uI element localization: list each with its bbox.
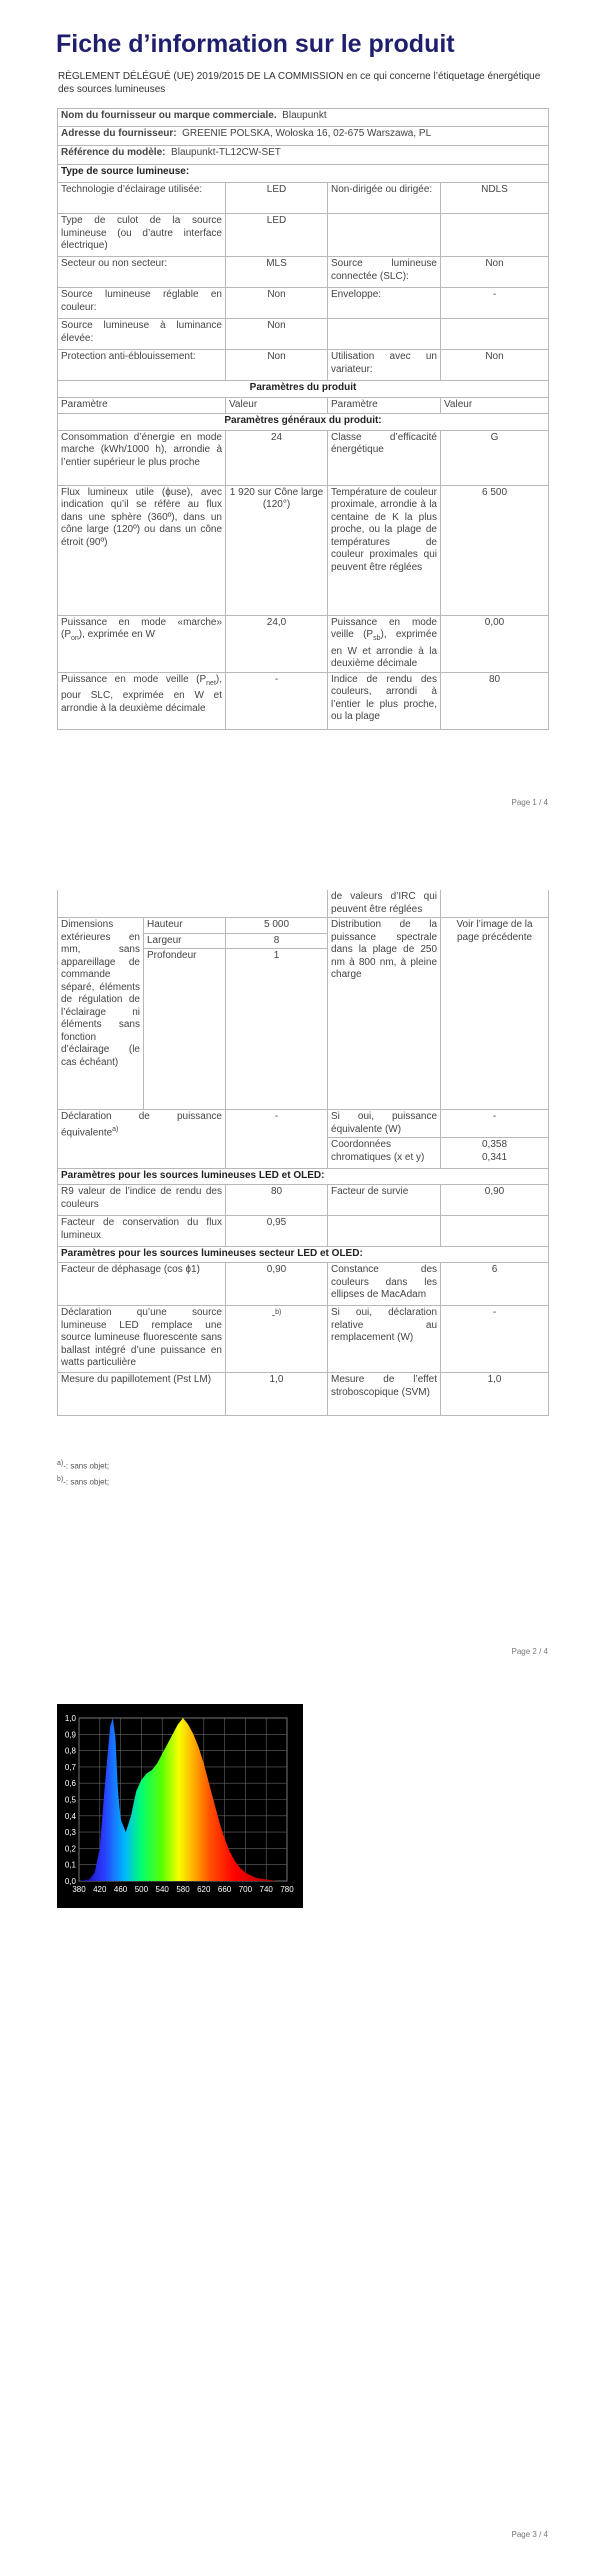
replacement-value: -$^{b)}$: [226, 1306, 328, 1373]
if-yes-value: -: [441, 1110, 549, 1138]
y-tick-label: 0,6: [64, 1779, 76, 1789]
address-label: Adresse du fournisseur:: [61, 128, 177, 139]
replacement-if-label: Si oui, déclaration relative au remplacement (W): [328, 1306, 441, 1373]
cri-value: 80: [441, 672, 549, 729]
spectral-chart: [57, 1704, 303, 1908]
type-value: [441, 319, 549, 350]
model-row: [58, 146, 549, 165]
type-value: LED: [226, 214, 328, 257]
type-value: Non: [441, 257, 549, 288]
survival-label: Facteur de survie: [328, 1185, 441, 1216]
params-header: Paramètres du produit: [58, 381, 549, 398]
flux-row: [58, 485, 549, 615]
cct-label: Température de couleur proximale, arrondie à la centaine de K la plus proche, ou la plage de températures de couleur proximales qui peuvent être réglées: [328, 485, 441, 615]
y-tick-label: 0,0: [64, 1877, 76, 1886]
dimensions-label: Dimensions extérieures en mm, sans appareillage de commande séparé, éléments de régulation de l’éclairage ni éléments sans fonction d’éclairage (le cas échéant): [58, 918, 144, 1110]
x-tick-label: 780: [280, 1885, 294, 1894]
type-label: Technologie d’éclairage utilisée:: [58, 183, 226, 214]
page-number: Page 1 / 4: [511, 798, 548, 807]
product-info-table-continued: [57, 890, 549, 1416]
power-row: [58, 615, 549, 672]
flicker-value: 1,0: [226, 1373, 328, 1416]
supplier-value: Blaupunkt: [282, 110, 327, 121]
class-value: G: [441, 430, 549, 485]
x-tick-label: 380: [72, 1885, 86, 1894]
model-label: Référence du modèle:: [61, 147, 166, 158]
standby-value: 0,00: [441, 615, 549, 672]
led-header-row: [58, 1169, 549, 1185]
class-label: Classe d’efficacité énergétique: [328, 430, 441, 485]
equivalent-power-value: -: [226, 1110, 328, 1169]
page-3: [0, 1670, 603, 2560]
energy-row: [58, 430, 549, 485]
width-label: Largeur: [144, 933, 226, 949]
cri-label-continued: de valeurs d’IRC qui peuvent être réglées: [328, 890, 441, 918]
type-label: Secteur ou non secteur:: [58, 257, 226, 288]
x-tick-label: 700: [238, 1885, 253, 1894]
type-value: LED: [226, 183, 328, 214]
network-standby-row: [58, 672, 549, 729]
x-tick-label: 540: [155, 1885, 169, 1894]
x-tick-label: 740: [259, 1885, 273, 1894]
stroboscopic-value: 1,0: [441, 1373, 549, 1416]
x-tick-label: 460: [113, 1885, 128, 1894]
type-value: Non: [226, 288, 328, 319]
lumen-maintenance-row: [58, 1216, 549, 1247]
led-header: Paramètres pour les sources lumineuses LED et OLED:: [58, 1169, 549, 1185]
width-value: 8: [226, 933, 328, 949]
r9-value: 80: [226, 1185, 328, 1216]
power-factor-label: Facteur de déphasage (cos ɸ1): [58, 1263, 226, 1306]
model-value: Blaupunkt-TL12CW-SET: [171, 147, 281, 158]
power-factor-row: [58, 1263, 549, 1306]
power-on-value: 24,0: [226, 615, 328, 672]
equivalent-power-label: Déclaration de puissance équivalente$^{a)}$: [58, 1110, 226, 1169]
y-tick-label: 0,2: [64, 1844, 76, 1854]
type-row: [58, 319, 549, 350]
network-standby-label: Puissance en mode veille $(P_{net})$, pour SLC, exprimée en W et arrondie à la deuxième décimale: [58, 672, 226, 729]
chromaticity-label: Coordonnées chromatiques (x et y): [328, 1138, 441, 1169]
chromaticity-x: 0,358: [482, 1139, 508, 1150]
chromaticity-y: 0,341: [482, 1151, 508, 1163]
equivalent-power-row: [58, 1110, 549, 1138]
y-tick-label: 0,5: [64, 1795, 76, 1805]
cct-value: 6 500: [441, 485, 549, 615]
type-value: -: [441, 288, 549, 319]
type-value: Non: [226, 350, 328, 381]
x-tick-label: 500: [134, 1885, 149, 1894]
spectral-chart-svg: [57, 1704, 303, 1908]
depth-value: 1: [226, 949, 328, 1110]
supplier-label: Nom du fournisseur ou marque commerciale.: [61, 110, 277, 121]
chromaticity-value: [441, 1138, 549, 1169]
x-tick-label: 580: [176, 1885, 190, 1894]
replacement-row: [58, 1306, 549, 1373]
dimensions-row: [58, 918, 549, 934]
if-yes-label: Si oui, puissance équivalente (W): [328, 1110, 441, 1138]
type-label: Utilisation avec un variateur:: [328, 350, 441, 381]
power-factor-value: 0,90: [226, 1263, 328, 1306]
type-label: Enveloppe:: [328, 288, 441, 319]
source-type-row: [58, 165, 549, 183]
macadam-label: Constance des couleurs dans les ellipses de MacAdam: [328, 1263, 441, 1306]
footnote: $^{b)}$-: sans objet;: [57, 1476, 110, 1487]
lumen-maintenance-value: 0,95: [226, 1216, 328, 1247]
energy-value: 24: [226, 430, 328, 485]
type-row: [58, 350, 549, 381]
y-tick-label: 0,3: [64, 1828, 76, 1838]
type-value: NDLS: [441, 183, 549, 214]
mains-header-row: [58, 1247, 549, 1263]
source-type-heading: Type de source lumineuse:: [58, 165, 549, 183]
type-row: [58, 288, 549, 319]
column-header-row: [58, 398, 549, 414]
column-header-param: Paramètre: [58, 398, 226, 414]
type-value: Non: [226, 319, 328, 350]
type-row: [58, 183, 549, 214]
y-tick-label: 0,8: [64, 1746, 76, 1756]
page-number: Page 3 / 4: [511, 2530, 548, 2539]
macadam-value: 6: [441, 1263, 549, 1306]
column-header-value: Valeur: [226, 398, 328, 414]
cri-continued-row: [58, 890, 549, 918]
replacement-label: Déclaration qu’une source lumineuse LED remplace une source lumineuse fluorescente sans ballast intégré d’une puissance en watts particulière: [58, 1306, 226, 1373]
general-header: Paramètres généraux du produit:: [58, 413, 549, 430]
energy-label: Consommation d’énergie en mode marche (kWh/1000 h), arrondie à l’entier supérieur le plus proche: [58, 430, 226, 485]
footnote: $^{a)}$-: sans objet;: [57, 1460, 110, 1471]
y-tick-label: 0,7: [64, 1762, 76, 1772]
type-label: Type de culot de la source lumineuse (ou d’autre interface électrique): [58, 214, 226, 257]
flux-value: 1 920 sur Cône large (120°): [226, 485, 328, 615]
lumen-maintenance-label: Facteur de conservation du flux lumineux: [58, 1216, 226, 1247]
type-value: [441, 214, 549, 257]
spd-value: Voir l’image de la page précédente: [441, 918, 549, 1110]
type-row: [58, 257, 549, 288]
document-title: Fiche d’information sur le produit: [56, 30, 455, 58]
column-header-value: Valeur: [441, 398, 549, 414]
page-2: [0, 830, 603, 1670]
survival-value: 0,90: [441, 1185, 549, 1216]
standby-label: Puissance en mode veille $(P_{sb})$, exprimée en W et arrondie à la deuxième décimale: [328, 615, 441, 672]
y-tick-label: 1,0: [64, 1714, 76, 1723]
page-number: Page 2 / 4: [511, 1647, 548, 1656]
flicker-label: Mesure du papillotement (Pst LM): [58, 1373, 226, 1416]
column-header-param: Paramètre: [328, 398, 441, 414]
regulation-text: RÈGLEMENT DÉLÉGUÉ (UE) 2019/2015 DE LA COMMISSION en ce qui concerne l’étiquetage énergétique des sources lumineuses: [58, 71, 541, 95]
flicker-row: [58, 1373, 549, 1416]
y-tick-label: 0,9: [64, 1730, 76, 1740]
type-label: Source lumineuse connectée (SLC):: [328, 257, 441, 288]
type-label: [328, 214, 441, 257]
x-tick-label: 620: [197, 1885, 211, 1894]
flux-label: Flux lumineux utile (ɸuse), avec indication qu’il se réfère au flux dans une sphère (360º), dans un cône large (120º) ou dans un cône étroit (90º): [58, 485, 226, 615]
general-header-row: [58, 413, 549, 430]
spd-label: Distribution de la puissance spectrale dans la plage de 250 nm à 800 nm, à pleine charge: [328, 918, 441, 1110]
r9-row: [58, 1185, 549, 1216]
height-label: Hauteur: [144, 918, 226, 934]
address-row: [58, 127, 549, 146]
cri-label: Indice de rendu des couleurs, arrondi à l’entier le plus proche, ou la plage: [328, 672, 441, 729]
y-tick-label: 0,1: [64, 1860, 76, 1870]
x-tick-label: 420: [93, 1885, 107, 1894]
replacement-if-value: -: [441, 1306, 549, 1373]
network-standby-value: -: [226, 672, 328, 729]
product-info-table: [57, 108, 549, 730]
depth-label: Profondeur: [144, 949, 226, 1110]
x-tick-label: 660: [217, 1885, 232, 1894]
type-label: Source lumineuse à luminance élevée:: [58, 319, 226, 350]
stroboscopic-label: Mesure de l’effet stroboscopique (SVM): [328, 1373, 441, 1416]
page-1: [0, 0, 603, 830]
r9-label: R9 valeur de l’indice de rendu des couleurs: [58, 1185, 226, 1216]
type-row: [58, 214, 549, 257]
type-label: [328, 319, 441, 350]
mains-header: Paramètres pour les sources lumineuses secteur LED et OLED:: [58, 1247, 549, 1263]
type-label: Source lumineuse réglable en couleur:: [58, 288, 226, 319]
type-value: Non: [441, 350, 549, 381]
params-header-row: [58, 381, 549, 398]
y-tick-label: 0,4: [64, 1811, 76, 1821]
power-on-label: Puissance en mode «marche» $(P_{on})$, exprimée en W: [58, 615, 226, 672]
type-value: MLS: [226, 257, 328, 288]
address-value: GREENIE POLSKA, Wołoska 16, 02-675 Warszawa, PL: [182, 128, 432, 139]
supplier-row: [58, 109, 549, 127]
height-value: 5 000: [226, 918, 328, 934]
type-label: Non-dirigée ou dirigée:: [328, 183, 441, 214]
type-label: Protection anti-éblouissement:: [58, 350, 226, 381]
